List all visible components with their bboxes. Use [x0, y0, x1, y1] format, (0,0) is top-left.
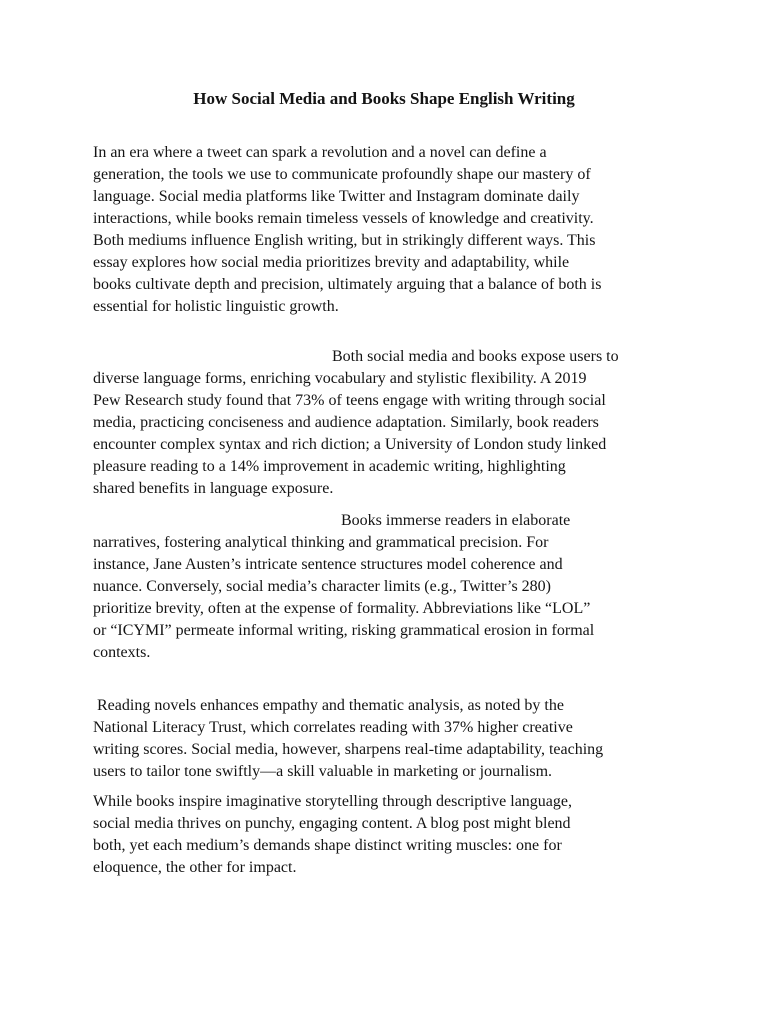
text-line: Both social media and books expose users to	[332, 348, 619, 365]
paragraph-introduction	[93, 142, 683, 318]
text-line: While books inspire imaginative storytelling through descriptive language,	[93, 793, 572, 810]
text-line: contexts.	[93, 644, 151, 661]
text-line: language. Social media platforms like Twitter and Instagram dominate daily	[93, 188, 580, 205]
text-line: Both mediums influence English writing, but in strikingly different ways. This	[93, 232, 596, 249]
text-line: writing scores. Social media, however, sharpens real-time adaptability, teaching	[93, 741, 604, 758]
paragraph-contrast	[93, 510, 683, 664]
text-line: generation, the tools we use to communicate profoundly shape our mastery of	[93, 166, 591, 183]
text-line: National Literacy Trust, which correlates reading with 37% higher creative	[93, 719, 573, 736]
text-line: Reading novels enhances empathy and thematic analysis, as noted by the	[93, 697, 564, 714]
text-line: Pew Research study found that 73% of teens engage with writing through social	[93, 392, 606, 409]
text-line: instance, Jane Austen’s intricate sentence structures model coherence and	[93, 556, 563, 573]
text-line: books cultivate depth and precision, ultimately arguing that a balance of both is	[93, 276, 602, 293]
text-line: users to tailor tone swiftly—a skill valuable in marketing or journalism.	[93, 763, 553, 780]
text-line: essential for holistic linguistic growth.	[93, 298, 339, 315]
text-line: pleasure reading to a 14% improvement in academic writing, highlighting	[93, 458, 566, 475]
text-line: encounter complex syntax and rich diction; a University of London study linked	[93, 436, 607, 453]
text-line: or “ICYMI” permeate informal writing, risking grammatical erosion in formal	[93, 622, 595, 639]
text-line: media, practicing conciseness and audience adaptation. Similarly, book readers	[93, 414, 599, 431]
text-line: In an era where a tweet can spark a revolution and a novel can define a	[93, 144, 547, 161]
text-line: eloquence, the other for impact.	[93, 859, 297, 876]
text-line: interactions, while books remain timeless vessels of knowledge and creativity.	[93, 210, 594, 227]
text-line: social media thrives on punchy, engaging content. A blog post might blend	[93, 815, 571, 832]
text-line: nuance. Conversely, social media’s character limits (e.g., Twitter’s 280)	[93, 578, 551, 595]
text-line: narratives, fostering analytical thinking and grammatical precision. For	[93, 534, 549, 551]
text-line: both, yet each medium’s demands shape distinct writing muscles: one for	[93, 837, 562, 854]
paragraph-shared-exposure	[93, 346, 683, 500]
paragraph-creativity	[93, 791, 683, 879]
text-line: prioritize brevity, often at the expense of formality. Abbreviations like “LOL”	[93, 600, 591, 617]
text-line: Books immerse readers in elaborate	[341, 512, 571, 529]
text-line: shared benefits in language exposure.	[93, 480, 334, 497]
text-line: essay explores how social media prioritizes brevity and adaptability, while	[93, 254, 570, 271]
document-title: How Social Media and Books Shape English Writing	[193, 89, 575, 108]
text-line: diverse language forms, enriching vocabulary and stylistic flexibility. A 2019	[93, 370, 587, 387]
paragraph-skills	[93, 695, 683, 783]
